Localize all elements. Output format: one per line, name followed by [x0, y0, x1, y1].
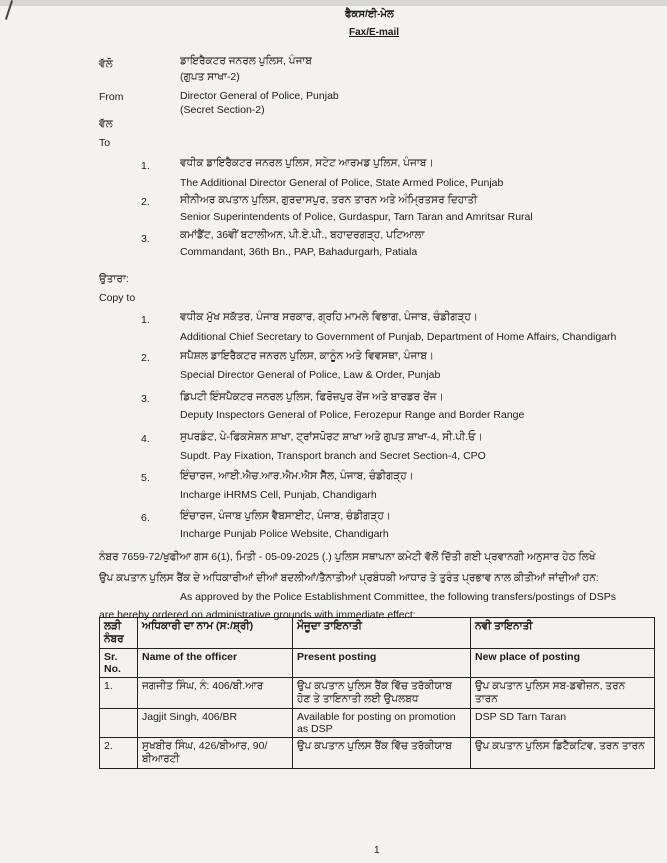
to-item-punjabi: ਵਧੀਕ ਡਾਇਰੈਕਟਰ ਜਨਰਲ ਪੁਲਿਸ, ਸਟੇਟ ਆਰਮਡ ਪੁਲਿਸ, ਪੰਜਾਬ।	[180, 157, 434, 169]
to-item-punjabi: ਸੀਨੀਅਰ ਕਪਤਾਨ ਪੁਲਿਸ, ਗੁਰਦਾਸਪੁਰ, ਤਰਨ ਤਾਰਨ ਅਤੇ ਅੰਮ੍ਰਿਤਸਰ ਦਿਹਾਤੀ	[180, 194, 478, 206]
copy-label-punjabi: ਉਤਾਰਾ:	[99, 273, 129, 285]
scan-edge	[0, 0, 667, 6]
copy-item-number: 2.	[141, 352, 150, 364]
to-item-number: 2.	[141, 196, 150, 208]
from-line1-english: Director General of Police, Punjab	[180, 90, 339, 102]
header-cell: Name of the officer	[138, 649, 293, 678]
fax-heading-punjabi: ਫੈਕਸ/ਈ-ਮੇਲ	[345, 9, 394, 20]
table-header-punjabi	[100, 618, 655, 649]
copy-item-number: 3.	[141, 393, 150, 405]
copy-item-punjabi: ਇੰਚਾਰਜ, ਆਈ.ਐਚ.ਆਰ.ਐਮ.ਐਸ ਸੈੱਲ, ਪੰਜਾਬ, ਚੰਡੀਗੜ੍ਹ।	[180, 470, 414, 482]
serial-cell	[100, 709, 138, 738]
header-cell: Sr. No.	[100, 649, 138, 678]
new-posting-cell: DSP SD Tarn Taran	[471, 709, 655, 738]
to-label-english: To	[99, 137, 111, 149]
copy-item-english: Additional Chief Secretary to Government of Punjab, Department of Home Affairs, Chandigarh	[180, 331, 617, 343]
serial-cell: 1.	[100, 678, 138, 709]
header-cell: Present posting	[293, 649, 471, 678]
copy-item-english: Special Director General of Police, Law & Order, Punjab	[180, 369, 441, 381]
copy-item-punjabi: ਸਪੈਸ਼ਲ ਡਾਇਰੈਕਟਰ ਜਨਰਲ ਪੁਲਿਸ, ਕਾਨੂੰਨ ਅਤੇ ਵਿਵਸਥਾ, ਪੰਜਾਬ।	[180, 350, 434, 362]
copy-item-english: Deputy Inspectors General of Police, Ferozepur Range and Border Range	[180, 409, 525, 421]
from-line2-english: (Secret Section-2)	[180, 104, 265, 116]
header-cell: New place of posting	[471, 649, 655, 678]
copy-label-english: Copy to	[99, 292, 136, 304]
copy-item-number: 1.	[141, 314, 150, 326]
to-item-number: 3.	[141, 233, 150, 245]
copy-item-punjabi: ਇੰਚਾਰਜ, ਪੰਜਾਬ ਪੁਲਿਸ ਵੈਬਸਾਈਟ, ਪੰਜਾਬ, ਚੰਡੀਗੜ੍ਹ।	[180, 510, 391, 522]
to-item-english: Commandant, 36th Bn., PAP, Bahadurgarh, Patiala	[180, 246, 418, 258]
header-cell: ਅਧਿਕਾਰੀ ਦਾ ਨਾਮ (ਸ:/ਸ਼੍ਰੀ)	[138, 618, 293, 649]
serial-cell: 2.	[100, 738, 138, 769]
name-cell: ਸੁਖਬੀਰ ਸਿੰਘ, 426/ਬੀਆਰ, 90/ਬੀਆਰਟੀ	[138, 738, 293, 769]
new-posting-cell: ਉਪ ਕਪਤਾਨ ਪੁਲਿਸ ਡਿਟੈਕਟਿਵ, ਤਰਨ ਤਾਰਨ	[471, 738, 655, 769]
present-posting-cell: ਉਪ ਕਪਤਾਨ ਪੁਲਿਸ ਰੈਂਕ ਵਿੱਚ ਤਰੱਕੀਯਾਬ	[293, 738, 471, 769]
new-posting-cell: ਉਪ ਕਪਤਾਨ ਪੁਲਿਸ ਸਬ-ਡਵੀਜ਼ਨ, ਤਰਨ ਤਾਰਨ	[471, 678, 655, 709]
to-item-english: The Additional Director General of Police, State Armed Police, Punjab	[180, 177, 504, 189]
from-line2-punjabi: (ਗੁਪਤ ਸਾਖਾ-2)	[180, 71, 240, 83]
from-label-english: From	[99, 91, 124, 103]
page-number: 1	[374, 845, 380, 856]
to-label-punjabi: ਵੱਲ	[99, 118, 113, 130]
present-posting-cell: ਉਪ ਕਪਤਾਨ ਪੁਲਿਸ ਰੈਂਕ ਵਿੱਚ ਤਰੱਕੀਯਾਬ ਹੋਣ ਤੇ ਤਾਇਨਾਤੀ ਲਈ ਉਪਲਬਧ	[293, 678, 471, 709]
header-cell: ਮੌਜੂਦਾ ਤਾਇਨਾਤੀ	[293, 618, 471, 649]
order-punjabi-line1: ਨੰਬਰ 7659-72/ਖੁਫੀਆ ਗਸ 6(1), ਮਿਤੀ - 05-09-2025 (.) ਪੁਲਿਸ ਸਥਾਪਨਾ ਕਮੇਟੀ ਵੱਲੋਂ ਦਿੱਤੀ ਗਈ ਪ੍ਰਵਾਨਗੀ ਅਨੁਸਾਰ ਹੇਠ ਲਿਖੇ	[99, 551, 596, 563]
copy-item-english: Incharge iHRMS Cell, Punjab, Chandigarh	[180, 489, 377, 501]
order-punjabi-line2: ਉਪ ਕਪਤਾਨ ਪੁਲਿਸ ਰੈਂਕ ਦੇ ਅਧਿਕਾਰੀਆਂ ਦੀਆਂ ਬਦਲੀਆਂ/ਤੈਨਾਤੀਆਂ ਪ੍ਰਬੰਧਕੀ ਆਧਾਰ ਤੇ ਤੁਰੰਤ ਪ੍ਰਭਾਵ ਨਾਲ ਕੀਤੀਆਂ ਜਾਂਦੀਆਂ ਹਨ:	[99, 572, 599, 584]
fax-heading-english: Fax/E-mail	[349, 27, 400, 38]
table-row	[100, 709, 655, 738]
copy-item-number: 6.	[141, 512, 150, 524]
to-item-number: 1.	[141, 160, 150, 172]
order-english-line2: are hereby ordered on administrative grounds with immediate effect:	[99, 609, 416, 621]
name-cell: Jagjit Singh, 406/BR	[138, 709, 293, 738]
from-label-punjabi: ਵੱਲੋ	[99, 58, 113, 70]
table-row	[100, 678, 655, 709]
table-header-english	[100, 649, 655, 678]
to-item-punjabi: ਕਮਾਂਡੈਂਟ, 36ਵੀਂ ਬਟਾਲੀਅਨ, ਪੀ.ਏ.ਪੀ., ਬਹਾਦਰਗੜ੍ਹ, ਪਟਿਆਲਾ	[180, 229, 425, 241]
order-english-line1: As approved by the Police Establishment Committee, the following transfers/postings of DSPs	[180, 591, 616, 603]
to-item-english: Senior Superintendents of Police, Gurdaspur, Tarn Taran and Amritsar Rural	[180, 211, 533, 223]
header-cell: ਲੜੀ ਨੰਬਰ	[100, 618, 138, 649]
table-row	[100, 738, 655, 769]
from-line1-punjabi: ਡਾਇਰੈਕਟਰ ਜਨਰਲ ਪੁਲਿਸ, ਪੰਜਾਬ	[180, 55, 312, 67]
copy-item-english: Incharge Punjab Police Website, Chandigarh	[180, 528, 389, 540]
copy-item-english: Supdt. Pay Fixation, Transport branch and Secret Section-4, CPO	[180, 450, 486, 462]
copy-item-number: 5.	[141, 472, 150, 484]
name-cell: ਜਗਜੀਤ ਸਿੰਘ, ਨੰ: 406/ਬੀ.ਆਰ	[138, 678, 293, 709]
header-cell: ਨਵੀ ਤਾਇਨਾਤੀ	[471, 618, 655, 649]
copy-item-number: 4.	[141, 433, 150, 445]
copy-item-punjabi: ਡਿਪਟੀ ਇੰਸਪੈਕਟਰ ਜਨਰਲ ਪੁਲਿਸ, ਫਿਰੋਜ਼ਪੁਰ ਰੇਂਜ ਅਤੇ ਬਾਰਡਰ ਰੇਂਜ।	[180, 391, 444, 403]
copy-item-punjabi: ਵਧੀਕ ਮੁੱਖ ਸਕੱਤਰ, ਪੰਜਾਬ ਸਰਕਾਰ, ਗ੍ਰਹਿ ਮਾਮਲੇ ਵਿਭਾਗ, ਪੰਜਾਬ, ਚੰਡੀਗੜ੍ਹ।	[180, 311, 478, 323]
copy-item-punjabi: ਸੁਪਰਡੰਟ, ਪੇ-ਫਿਕਸੇਸ਼ਨ ਸ਼ਾਖਾ, ਟ੍ਰਾਂਸਪੋਰਟ ਸ਼ਾਖਾ ਅਤੇ ਗੁਪਤ ਸ਼ਾਖਾ-4, ਸੀ.ਪੀ.ਓ।	[180, 431, 483, 443]
present-posting-cell: Available for posting on promotion as DSP	[293, 709, 471, 738]
transfer-table	[99, 617, 655, 769]
